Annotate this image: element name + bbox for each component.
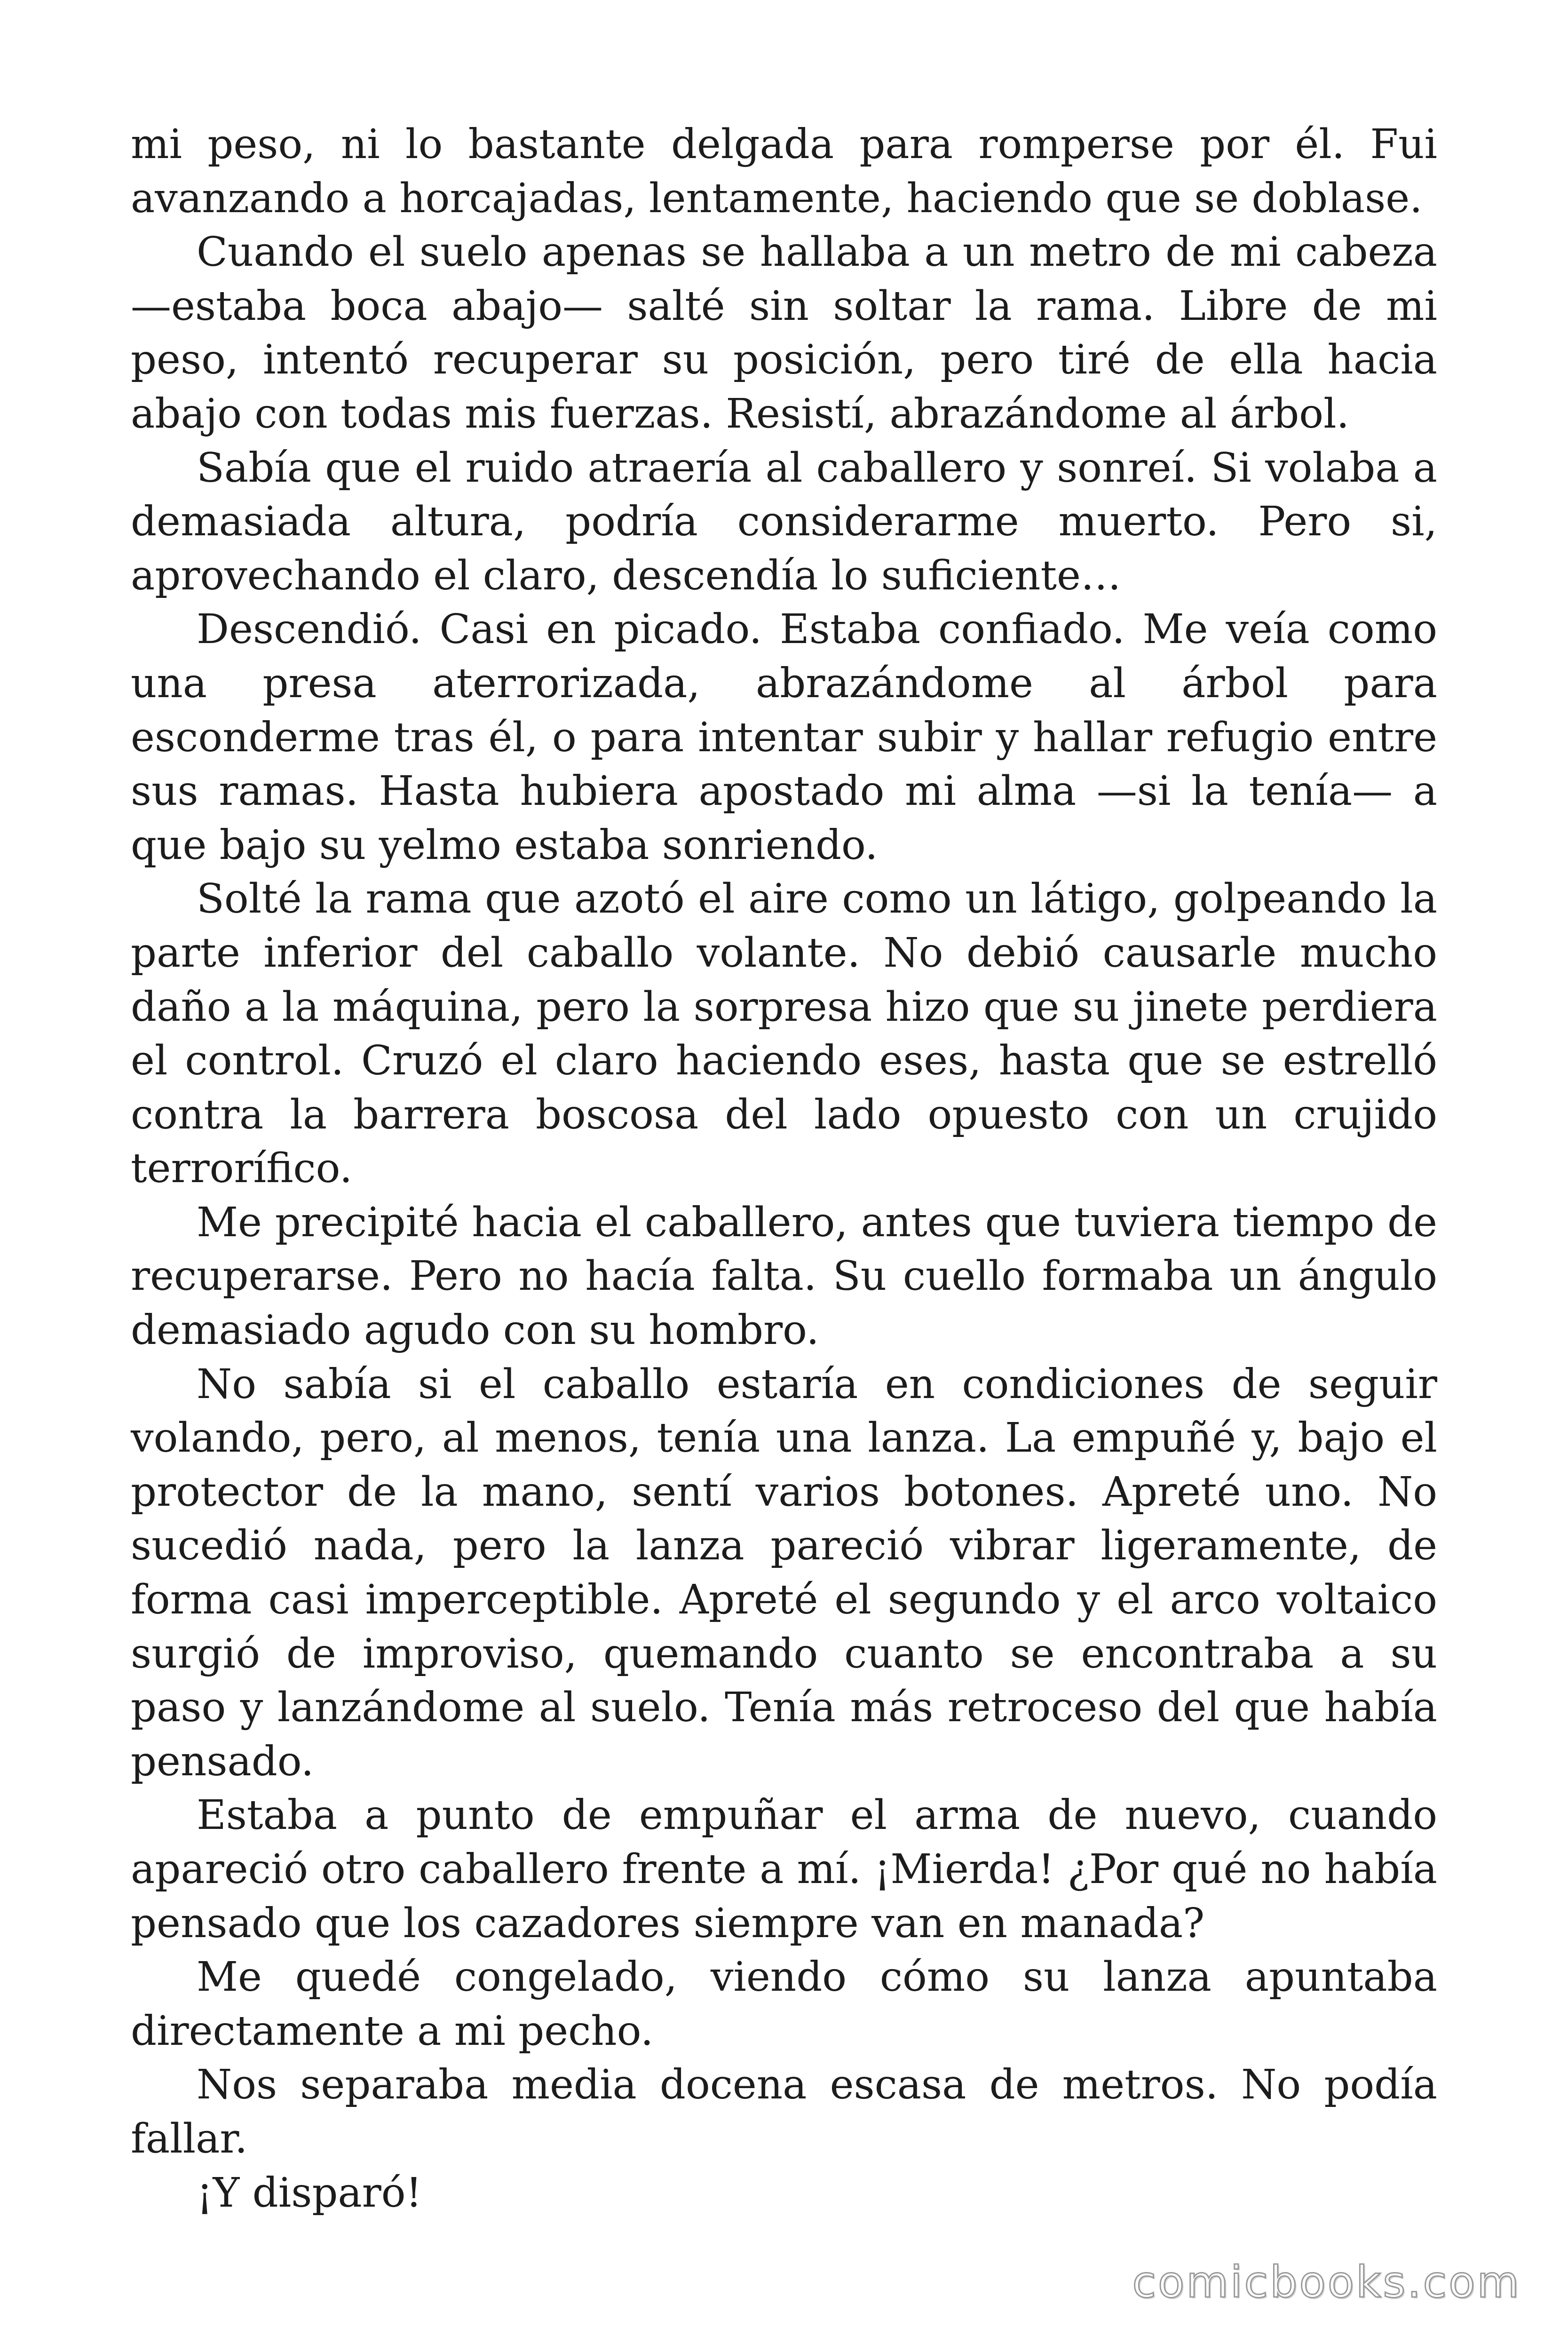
paragraph: Me quedé congelado, viendo cómo su lanza apuntaba directamente a mi pecho.: [131, 1954, 1437, 2055]
paragraph: Nos separaba media docena escasa de metros. No podía fallar.: [131, 2061, 1437, 2162]
page-body-text: [131, 118, 1437, 2220]
paragraph: Cuando el suelo apenas se hallaba a un metro de mi cabeza —estaba boca abajo— salté sin soltar la rama. Libre de mi peso, intentó recuperar su posición, pero tiré de ella hacia abajo con todas mis fuerzas. Resistí, abrazándome al árbol.: [131, 229, 1437, 437]
paragraph: No sabía si el caballo estaría en condiciones de seguir volando, pero, al menos, tenía una lanza. La empuñé y, bajo el protector de la mano, sentí varios botones. Apreté uno. No sucedió nada, pero la lanza pareció vibrar ligeramente, de forma casi imperceptible. Apreté el segundo y el arco voltaico surgió de improviso, quemando cuanto se encontraba a su paso y lanzándome al suelo. Tenía más retroceso del que había pensado.: [131, 1360, 1437, 1785]
watermark: comicbooks.com: [1132, 2257, 1521, 2307]
paragraph: ¡Y disparó!: [197, 2169, 422, 2217]
paragraph: Descendió. Casi en picado. Estaba confiado. Me veía como una presa aterrorizada, abrazándome al árbol para esconderme tras él, o para intentar subir y hallar refugio entre sus ramas. Hasta hubiera apostado mi alma —si la tenía— a que bajo su yelmo estaba sonriendo.: [131, 606, 1437, 869]
paragraph: mi peso, ni lo bastante delgada para romperse por él. Fui avanzando a horcajadas, lentamente, haciendo que se doblase.: [131, 121, 1437, 222]
paragraph: Sabía que el ruido atraería al caballero y sonreí. Si volaba a demasiada altura, podría considerarme muerto. Pero si, aprovechando el claro, descendía lo suficiente…: [131, 444, 1437, 599]
paragraph: Solté la rama que azotó el aire como un látigo, golpeando la parte inferior del caballo volante. No debió causarle mucho daño a la máquina, pero la sorpresa hizo que su jinete perdiera el control. Cruzó el claro haciendo eses, hasta que se estrelló contra la barrera boscosa del lado opuesto con un crujido terrorífico.: [131, 875, 1437, 1192]
paragraph: Me precipité hacia el caballero, antes que tuviera tiempo de recuperarse. Pero no hacía falta. Su cuello formaba un ángulo demasiado agudo con su hombro.: [131, 1199, 1437, 1354]
paragraph: Estaba a punto de empuñar el arma de nuevo, cuando apareció otro caballero frente a mí. ¡Mierda! ¿Por qué no había pensado que los cazadores siempre van en manada?: [131, 1792, 1437, 1947]
